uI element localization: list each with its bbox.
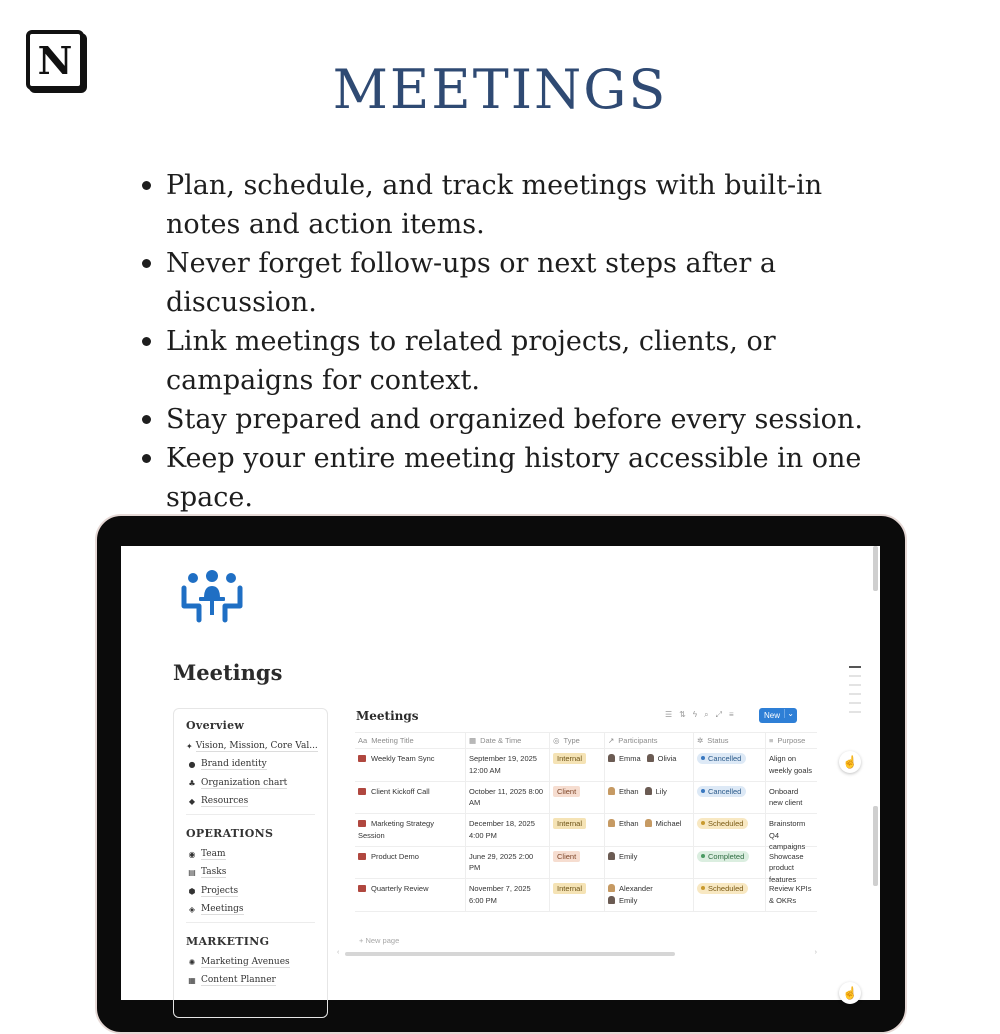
nav-item-resources[interactable] xyxy=(186,793,315,812)
cell-participants[interactable] xyxy=(605,847,694,879)
table-row[interactable] xyxy=(355,879,817,912)
type-tag: Internal xyxy=(553,883,586,894)
table-row[interactable] xyxy=(355,847,817,884)
meeting-page-icon xyxy=(358,853,366,860)
table-row[interactable] xyxy=(355,782,817,815)
tasks-icon: ▤ xyxy=(188,868,196,878)
divider xyxy=(186,922,315,923)
nav-item-marketing-avenues[interactable] xyxy=(186,953,315,972)
table-row[interactable] xyxy=(355,814,817,851)
avatar xyxy=(645,819,652,827)
meetings-table xyxy=(355,732,817,912)
participant[interactable] xyxy=(608,754,641,763)
divider xyxy=(186,814,315,815)
cell-status[interactable] xyxy=(694,814,766,846)
cell-type[interactable] xyxy=(550,879,605,911)
table-of-contents-indicator[interactable] xyxy=(849,666,861,720)
cell-purpose[interactable]: Onboard new client xyxy=(769,786,803,807)
vertical-scrollbar[interactable] xyxy=(873,546,878,591)
nav-item-label: Team xyxy=(201,848,226,859)
participant-name: Olivia xyxy=(657,754,677,763)
feature-item: Link meetings to related projects, clients, or campaigns for context. xyxy=(136,322,896,400)
feature-item: Plan, schedule, and track meetings with built-in notes and action items. xyxy=(136,166,896,244)
nav-item-label: Marketing Avenues xyxy=(201,956,290,967)
cell-purpose[interactable]: Align on weekly goals xyxy=(769,754,812,775)
sparkle-icon: ✦ xyxy=(186,741,193,751)
participant-name: Emily xyxy=(619,851,638,861)
page-title: Meetings xyxy=(173,660,283,685)
avatar xyxy=(608,852,615,860)
status-badge xyxy=(697,818,748,829)
cell-participants[interactable] xyxy=(605,782,694,814)
calendar-property-icon: ▦ xyxy=(469,736,477,745)
column-header-participants[interactable] xyxy=(605,733,694,748)
cell-date[interactable]: December 18, 2025 4:00 PM xyxy=(466,814,550,846)
status-label: Scheduled xyxy=(708,884,744,893)
meeting-title: Quarterly Review xyxy=(371,884,429,893)
meeting-title: Marketing Strategy Session xyxy=(358,819,434,840)
type-tag: Internal xyxy=(553,818,586,829)
status-label: Completed xyxy=(708,851,745,861)
nav-item-organization-chart[interactable] xyxy=(186,774,315,793)
database-toolbar xyxy=(665,710,734,720)
type-tag: Client xyxy=(553,786,580,797)
column-header-status[interactable] xyxy=(694,733,766,748)
participant-name: Alexander xyxy=(619,884,653,893)
column-label: Type xyxy=(563,736,580,745)
cell-title[interactable] xyxy=(355,879,466,911)
hand-cursor-icon: ☝ xyxy=(839,751,861,773)
cell-title[interactable] xyxy=(355,782,466,814)
participant[interactable] xyxy=(608,896,637,905)
team-icon: ◉ xyxy=(188,849,196,859)
column-header-title[interactable] xyxy=(355,733,466,748)
notion-logo-icon: N xyxy=(26,30,84,90)
meeting-title: Product Demo xyxy=(371,851,419,861)
automation-icon[interactable]: ϟ xyxy=(692,710,698,719)
meeting-page-icon xyxy=(358,885,366,892)
meetings-icon: ◈ xyxy=(188,905,196,915)
participant-name: Ethan xyxy=(619,819,639,828)
column-label: Date & Time xyxy=(480,736,522,745)
nav-item-content-planner[interactable] xyxy=(186,972,315,991)
nav-item-projects[interactable] xyxy=(186,882,315,901)
cell-type[interactable] xyxy=(550,749,605,781)
projects-icon: ⬢ xyxy=(188,886,196,896)
search-icon[interactable]: ⌕ xyxy=(704,710,709,719)
cell-status[interactable] xyxy=(694,847,766,879)
cell-status[interactable] xyxy=(694,782,766,814)
expand-icon[interactable]: ⤢ xyxy=(715,710,722,719)
text-property-icon: Aa xyxy=(358,736,368,745)
cell-title[interactable] xyxy=(355,814,466,846)
avatar xyxy=(608,819,615,827)
filter-icon[interactable]: ☰ xyxy=(665,710,673,719)
cell-purpose[interactable]: Review KPIs & OKRs xyxy=(769,884,812,905)
scrollbar-thumb[interactable] xyxy=(345,952,675,956)
column-label: Participants xyxy=(618,736,658,745)
nav-item-label: Tasks xyxy=(201,867,227,878)
select-property-icon: ◎ xyxy=(553,736,560,745)
feature-item: Stay prepared and organized before every session. xyxy=(136,400,896,439)
participant-name: Emily xyxy=(619,895,638,905)
participant[interactable] xyxy=(645,787,667,796)
status-badge xyxy=(697,883,748,894)
resources-icon: ◆ xyxy=(188,797,196,807)
cell-date[interactable]: October 11, 2025 8:00 AM xyxy=(466,782,550,814)
nav-heading-marketing: MARKETING xyxy=(186,935,270,948)
sort-icon[interactable]: ⇅ xyxy=(679,710,686,719)
table-header xyxy=(355,732,817,749)
scroll-left-icon[interactable]: ‹ xyxy=(337,949,340,956)
relation-property-icon: ↗ xyxy=(608,736,615,745)
nav-item-label: Content Planner xyxy=(201,975,276,986)
participant[interactable] xyxy=(647,754,677,763)
nav-item-team[interactable] xyxy=(186,845,315,864)
megaphone-icon: ✺ xyxy=(188,957,196,967)
meeting-people-icon xyxy=(179,568,245,628)
column-header-purpose[interactable] xyxy=(766,733,817,748)
nav-item-label: Organization chart xyxy=(201,777,288,788)
notion-screen xyxy=(121,546,880,1000)
cell-date[interactable]: September 19, 2025 12:00 AM xyxy=(466,749,550,781)
cell-status[interactable] xyxy=(694,749,766,781)
participant[interactable] xyxy=(645,819,682,828)
meeting-title: Weekly Team Sync xyxy=(371,754,435,763)
feature-list xyxy=(136,166,896,517)
participant[interactable] xyxy=(608,819,639,828)
status-badge xyxy=(697,753,746,764)
cell-type[interactable] xyxy=(550,847,605,879)
cell-participants[interactable] xyxy=(605,879,694,911)
column-label: Meeting Title xyxy=(371,736,414,745)
avatar xyxy=(645,787,652,795)
cell-purpose[interactable]: Showcase product features xyxy=(769,851,804,884)
participant[interactable] xyxy=(608,884,653,893)
nav-item-meetings[interactable] xyxy=(186,901,315,920)
horizontal-scrollbar[interactable] xyxy=(337,950,817,956)
org-chart-icon: ♣ xyxy=(188,778,196,788)
database-title[interactable]: Meetings xyxy=(356,709,419,723)
feature-item: Keep your entire meeting history accessible in one space. xyxy=(136,439,896,517)
hero-title: MEETINGS xyxy=(332,58,668,121)
participant-name: Michael xyxy=(655,819,682,828)
cell-type[interactable] xyxy=(550,782,605,814)
palette-icon: ● xyxy=(188,760,196,770)
status-label: Scheduled xyxy=(708,819,744,828)
type-tag: Internal xyxy=(553,753,586,764)
cell-participants[interactable] xyxy=(605,749,694,781)
nav-item-label: Brand identity xyxy=(201,759,267,770)
settings-icon[interactable]: ≡ xyxy=(729,710,734,719)
new-button[interactable] xyxy=(759,708,797,723)
nav-item-label: Vision, Mission, Core Val... xyxy=(195,740,318,751)
participant[interactable] xyxy=(608,852,637,861)
hand-cursor-icon: ☝ xyxy=(839,982,861,1004)
meeting-page-icon xyxy=(358,755,366,762)
status-badge xyxy=(697,851,749,862)
nav-item-label: Meetings xyxy=(201,904,244,915)
nav-item-label: Projects xyxy=(201,885,239,896)
type-tag: Client xyxy=(553,851,580,862)
status-label: Cancelled xyxy=(708,786,742,796)
cell-type[interactable] xyxy=(550,814,605,846)
meeting-page-icon xyxy=(358,820,366,827)
meeting-title: Client Kickoff Call xyxy=(371,786,430,796)
vertical-scrollbar-thumb[interactable] xyxy=(873,806,878,886)
text-lines-property-icon: ≡ xyxy=(769,736,774,745)
scroll-right-icon[interactable]: › xyxy=(814,949,817,956)
cell-date[interactable]: November 7, 2025 6:00 PM xyxy=(466,879,550,911)
cell-title[interactable] xyxy=(355,847,466,879)
nav-item-vision[interactable] xyxy=(186,737,318,756)
column-header-type[interactable] xyxy=(550,733,605,748)
cell-title[interactable] xyxy=(355,749,466,781)
avatar xyxy=(608,754,615,762)
nav-item-label: Resources xyxy=(201,796,249,807)
feature-item: Never forget follow-ups or next steps after a discussion. xyxy=(136,244,896,322)
calendar-icon: ▦ xyxy=(188,976,196,986)
column-label: Status xyxy=(707,736,729,745)
new-page-button[interactable]: + New page xyxy=(359,936,400,945)
table-row[interactable] xyxy=(355,749,817,782)
cell-date[interactable]: June 29, 2025 2:00 PM xyxy=(466,847,550,879)
participant-name: Lily xyxy=(655,786,667,796)
nav-heading-overview: Overview xyxy=(186,719,245,732)
nav-heading-operations: OPERATIONS xyxy=(186,827,274,840)
chevron-down-icon[interactable]: ⌄ xyxy=(784,709,794,718)
sidebar-nav-card xyxy=(173,708,328,1018)
avatar xyxy=(608,884,615,892)
participant-name: Emma xyxy=(619,754,641,763)
column-header-date[interactable] xyxy=(466,733,550,748)
new-button-label: New xyxy=(764,711,781,720)
cell-purpose[interactable]: Brainstorm Q4 campaigns xyxy=(769,819,806,851)
avatar xyxy=(608,896,615,904)
avatar xyxy=(647,754,654,762)
participant[interactable] xyxy=(608,787,639,796)
status-label: Cancelled xyxy=(708,754,742,763)
column-label: Purpose xyxy=(777,736,806,745)
nav-item-tasks[interactable] xyxy=(186,864,315,883)
status-badge xyxy=(697,786,746,797)
meeting-page-icon xyxy=(358,788,366,795)
avatar xyxy=(608,787,615,795)
status-property-icon: ✲ xyxy=(697,736,704,745)
cell-participants[interactable] xyxy=(605,814,694,846)
nav-item-brand-identity[interactable] xyxy=(186,756,315,775)
cell-status[interactable] xyxy=(694,879,766,911)
participant-name: Ethan xyxy=(619,786,639,796)
